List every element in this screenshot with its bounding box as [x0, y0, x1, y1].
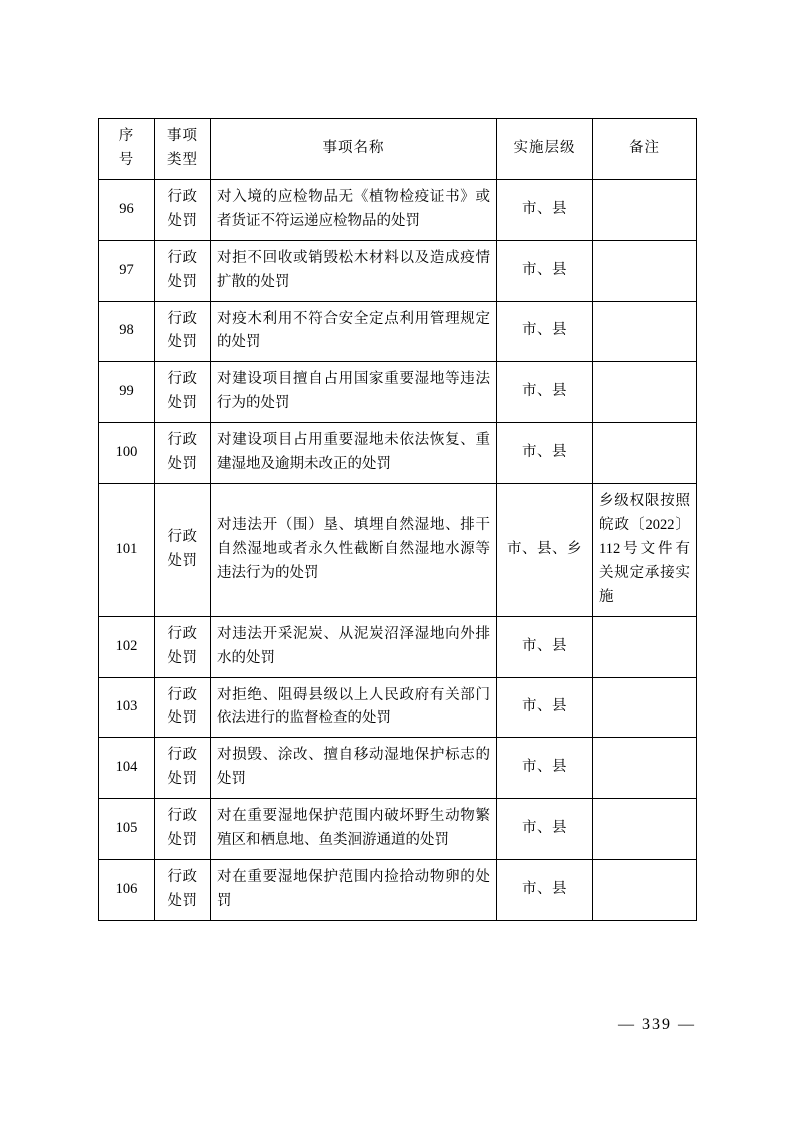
cell-remark: [593, 301, 697, 362]
cell-type-line2: 处罚: [167, 395, 198, 412]
cell-level: 市、县: [497, 677, 593, 738]
cell-type-line1: 行政: [167, 808, 198, 825]
page-number: — 339 —: [618, 1016, 696, 1033]
column-header-seq-line2: 号: [118, 151, 135, 168]
cell-type-line2: 处罚: [167, 212, 198, 229]
cell-type: [155, 860, 211, 921]
cell-type: [155, 484, 211, 617]
cell-seq: 105: [99, 799, 155, 860]
cell-seq: 104: [99, 738, 155, 799]
cell-type-line2: 处罚: [167, 710, 198, 727]
cell-type: [155, 616, 211, 677]
cell-level: 市、县: [497, 738, 593, 799]
cell-name: 对损毁、涂改、擅自移动湿地保护标志的处罚: [211, 738, 497, 799]
cell-level: 市、县: [497, 301, 593, 362]
column-header-type-line1: 事项: [167, 128, 198, 144]
table-header: [99, 119, 697, 180]
column-header-remark: 备注: [593, 119, 697, 180]
cell-type-line1: 行政: [167, 432, 198, 449]
cell-seq: 96: [99, 179, 155, 240]
cell-name: 对拒不回收或销毁松木材料以及造成疫情扩散的处罚: [211, 240, 497, 301]
cell-level: 市、县: [497, 616, 593, 677]
table-row: [99, 362, 697, 423]
cell-level: 市、县: [497, 240, 593, 301]
table-header-row: [99, 119, 697, 180]
cell-type-line2: 处罚: [167, 649, 198, 666]
cell-remark: [593, 799, 697, 860]
cell-seq: 102: [99, 616, 155, 677]
cell-level: 市、县: [497, 799, 593, 860]
cell-remark: [593, 423, 697, 484]
cell-type-line2: 处罚: [167, 273, 198, 290]
cell-seq: 101: [99, 484, 155, 617]
column-header-seq-line1: 序: [118, 128, 135, 144]
cell-name: 对违法开采泥炭、从泥炭沼泽湿地向外排水的处罚: [211, 616, 497, 677]
table-body: [99, 179, 697, 920]
cell-type-line2: 处罚: [167, 552, 198, 569]
cell-name: 对在重要湿地保护范围内破坏野生动物繁殖区和栖息地、鱼类洄游通道的处罚: [211, 799, 497, 860]
table-row: [99, 738, 697, 799]
column-header-type: [155, 119, 211, 180]
cell-type-line1: 行政: [167, 249, 198, 266]
cell-level: 市、县、乡: [497, 484, 593, 617]
cell-name: 对违法开（围）垦、填埋自然湿地、排干自然湿地或者永久性截断自然湿地水源等违法行为的处罚: [211, 484, 497, 617]
column-header-type-line2: 类型: [167, 151, 198, 168]
cell-type-line1: 行政: [167, 747, 198, 764]
cell-type: [155, 423, 211, 484]
cell-name: 对建设项目擅自占用国家重要湿地等违法行为的处罚: [211, 362, 497, 423]
cell-remark: [593, 860, 697, 921]
cell-seq: 99: [99, 362, 155, 423]
cell-type: [155, 362, 211, 423]
cell-remark: [593, 738, 697, 799]
table-row: [99, 677, 697, 738]
table-row: [99, 240, 697, 301]
cell-type-line2: 处罚: [167, 771, 198, 788]
table-row: [99, 799, 697, 860]
cell-type-line1: 行政: [167, 686, 198, 703]
cell-level: 市、县: [497, 860, 593, 921]
cell-type-line1: 行政: [167, 528, 198, 545]
cell-type: [155, 240, 211, 301]
cell-remark: [593, 362, 697, 423]
cell-type: [155, 301, 211, 362]
cell-name: 对拒绝、阻碍县级以上人民政府有关部门依法进行的监督检查的处罚: [211, 677, 497, 738]
cell-level: 市、县: [497, 362, 593, 423]
cell-type-line2: 处罚: [167, 832, 198, 849]
cell-type-line2: 处罚: [167, 892, 198, 909]
items-table: [98, 118, 697, 921]
cell-type: [155, 799, 211, 860]
table-row: [99, 179, 697, 240]
cell-type-line2: 处罚: [167, 456, 198, 473]
cell-level: 市、县: [497, 423, 593, 484]
cell-type-line1: 行政: [167, 869, 198, 886]
cell-type-line1: 行政: [167, 310, 198, 327]
cell-name: 对疫木利用不符合安全定点利用管理规定的处罚: [211, 301, 497, 362]
cell-type: [155, 179, 211, 240]
cell-type-line1: 行政: [167, 188, 198, 205]
column-header-level: 实施层级: [497, 119, 593, 180]
table-row: [99, 484, 697, 617]
cell-seq: 98: [99, 301, 155, 362]
cell-name: 对建设项目占用重要湿地未依法恢复、重建湿地及逾期未改正的处罚: [211, 423, 497, 484]
cell-level: 市、县: [497, 179, 593, 240]
cell-remark: 乡级权限按照皖政〔2022〕112号文件有关规定承接实施: [593, 484, 697, 617]
cell-name: 对在重要湿地保护范围内捡拾动物卵的处罚: [211, 860, 497, 921]
table-row: [99, 860, 697, 921]
column-header-name: 事项名称: [211, 119, 497, 180]
cell-seq: 97: [99, 240, 155, 301]
cell-remark: [593, 677, 697, 738]
cell-remark: [593, 179, 697, 240]
cell-seq: 106: [99, 860, 155, 921]
column-header-seq: [99, 119, 155, 180]
cell-type: [155, 738, 211, 799]
cell-type-line1: 行政: [167, 625, 198, 642]
cell-name: 对入境的应检物品无《植物检疫证书》或者货证不符运递应检物品的处罚: [211, 179, 497, 240]
table-row: [99, 301, 697, 362]
cell-remark: [593, 240, 697, 301]
cell-type: [155, 677, 211, 738]
cell-seq: 100: [99, 423, 155, 484]
table-row: [99, 616, 697, 677]
cell-type-line2: 处罚: [167, 334, 198, 351]
cell-type-line1: 行政: [167, 371, 198, 388]
cell-remark: [593, 616, 697, 677]
table-row: [99, 423, 697, 484]
cell-seq: 103: [99, 677, 155, 738]
